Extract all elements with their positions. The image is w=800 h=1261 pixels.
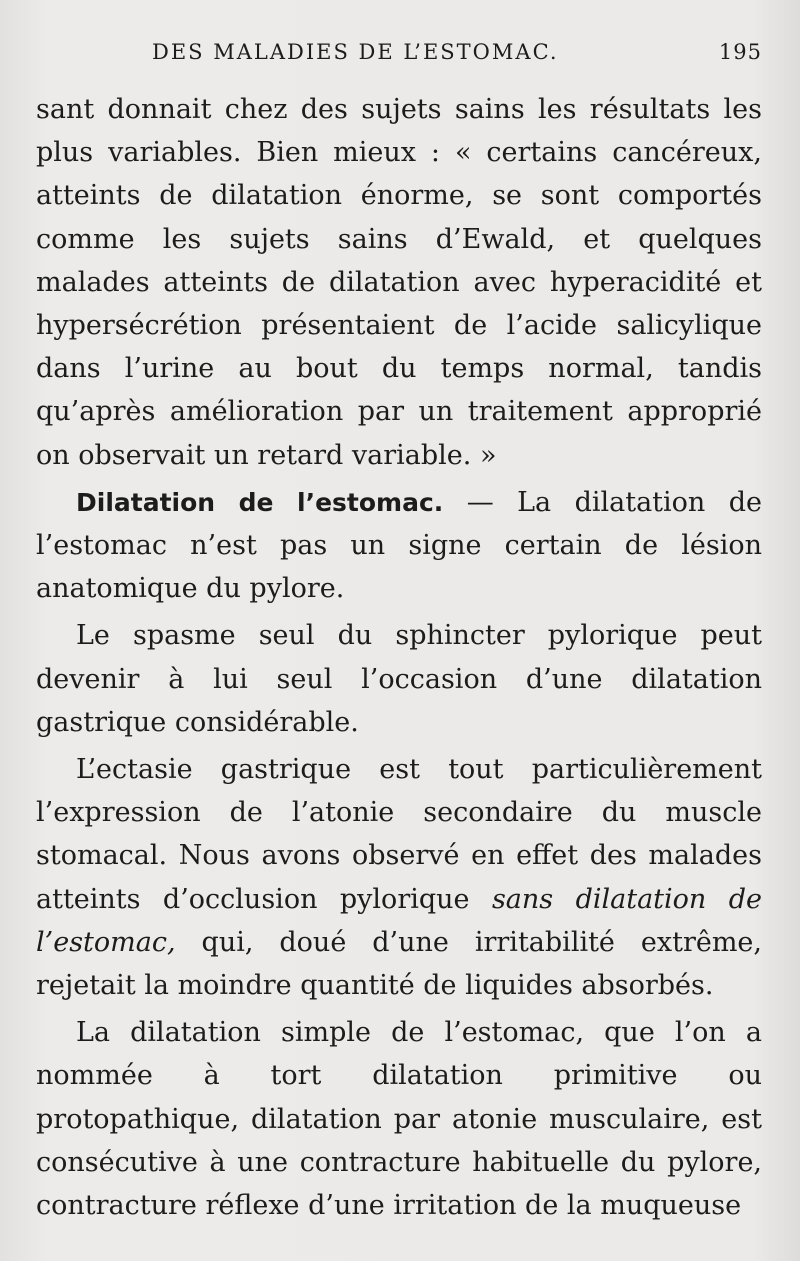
section-heading: Dilatation de l’estomac. — [76, 487, 444, 517]
paragraph-text: sant donnait chez des sujets sains les résultats les plus variables. Bien mieux : « certains cancéreux, atteints de dilatation énorme, se sont comportés comme les sujets sains d’Ewald, et quelques malades atteints de dilatation avec hyperacidité et hypersécrétion présentaient de l’acide salicylique dans l’urine au bout du temps normal, tandis qu’après amélioration par un traitement approprié on observait un retard variable. » — [36, 94, 762, 471]
paragraph-text: La dilatation simple de l’estomac, que l’on a nommée à tort dilatation primitive ou protopathique, dilatation par atonie musculaire, est consécutive à une contracture habituelle du pylore, contracture réflexe d’une irritation de la muqueuse — [36, 1017, 762, 1222]
paragraph-text: qui, doué d’une irritabilité extrême, rejetait la moindre quantité de liquides absorbés. — [36, 926, 762, 1002]
body-text — [36, 88, 762, 1227]
paragraph-ectasie — [36, 748, 762, 1007]
page-number: 195 — [718, 40, 762, 64]
paragraph-dilatation — [36, 481, 762, 611]
paragraph-text: Le spasme seul du sphincter pylorique peut devenir à lui seul l’occasion d’une dilatation gastrique considérable. — [36, 620, 762, 738]
running-head — [152, 40, 762, 76]
paragraph-spasme — [36, 614, 762, 744]
emphasis-text: sans dilatation de l’estomac, — [36, 883, 763, 958]
running-head-title: DES MALADIES DE L’ESTOMAC. — [152, 40, 559, 64]
paragraph-text: — La dilatation de l’estomac n’est pas un signe certain de lésion anatomique du pylore. — [36, 486, 762, 605]
paragraph-dilatation-simple — [36, 1011, 762, 1227]
paragraph-text: L’ectasie gastrique est tout particulièrement l’expression de l’atonie secondaire du muscle stomacal. Nous avons observé en effet des malades atteints d’occlusion pylorique — [36, 754, 762, 915]
paragraph-continuation — [36, 88, 762, 477]
